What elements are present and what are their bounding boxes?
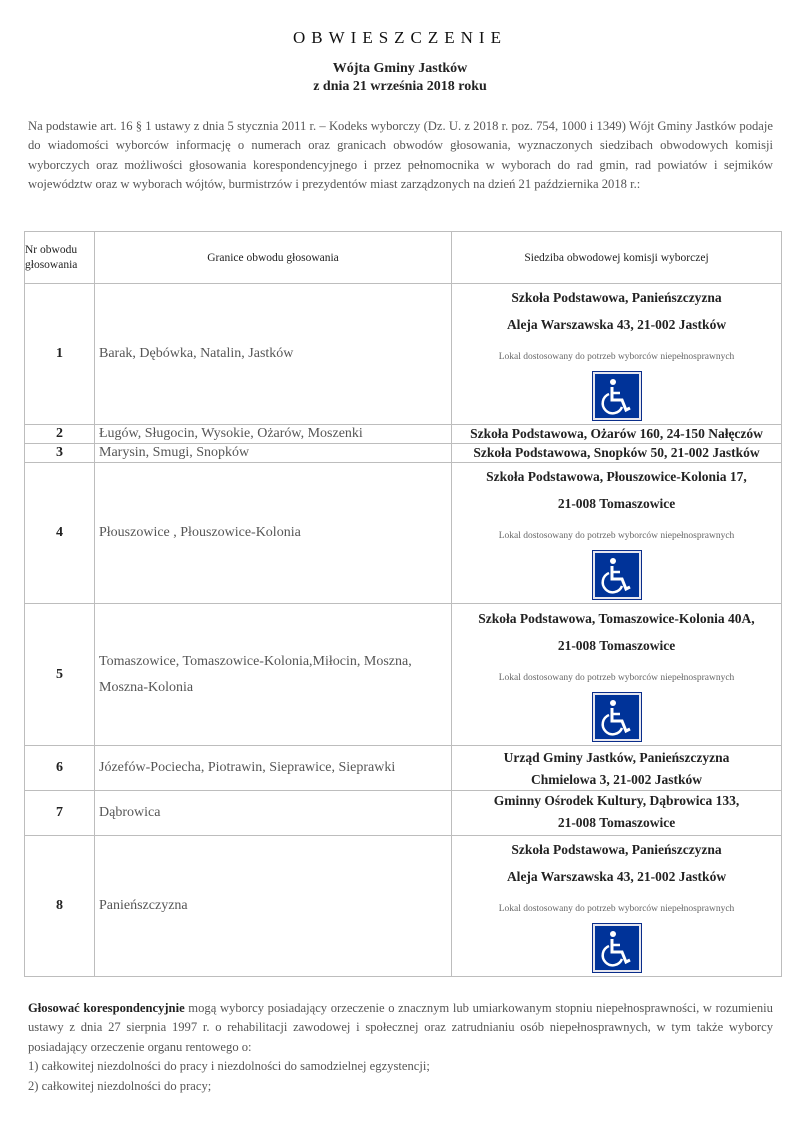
district-boundaries: Ługów, Sługocin, Wysokie, Ożarów, Moszenki [95,425,452,444]
postal-voting-section [28,999,773,1096]
list-item: 1) całkowitej niezdolności do pracy i niezdolności do samodzielnej egzystencji; [28,1059,430,1074]
table-header-row [25,232,782,284]
district-boundaries: Józefów-Pociecha, Piotrawin, Sieprawice, Sieprawki [95,746,452,791]
table-row [25,425,782,444]
commission-seat: Urząd Gminy Jastków, Panieńszczyzna Chmielowa 3, 21-002 Jastków [452,746,782,791]
wheelchair-icon [593,693,641,741]
district-boundaries: Panieńszczyzna [95,836,452,977]
district-number: 8 [25,836,95,977]
header-siedziba: Siedziba obwodowej komisji wyborczej [452,232,782,284]
table-row [25,791,782,836]
table-row [25,284,782,425]
wheelchair-icon [593,551,641,599]
subtitle-issuer: Wójta Gminy Jastków [332,61,468,76]
accessible-note: Lokal dostosowany do potrzeb wyborców niepełnosprawnych [498,352,735,362]
district-boundaries: Barak, Dębówka, Natalin, Jastków [95,284,452,425]
district-number: 7 [25,791,95,836]
district-boundaries: Dąbrowica [95,791,452,836]
header-granice: Granice obwodu głosowania [95,232,452,284]
document-subtitle [0,60,800,96]
district-boundaries: Płouszowice , Płouszowice-Kolonia [95,463,452,604]
document-title: OBWIESZCZENIE [293,28,507,47]
district-number: 5 [25,604,95,746]
district-number: 1 [25,284,95,425]
subtitle-date: z dnia 21 września 2018 roku [313,79,487,94]
intro-paragraph: Na podstawie art. 16 § 1 ustawy z dnia 5 stycznia 2011 r. – Kodeks wyborczy (Dz. U. z 2018 r. poz. 754, 1000 i 1349) Wójt Gminy Jastków podaje do wiadomości wyborców informację o numerach oraz granicach obwodów głosowania, wyznaczonych siedzibach obwodowych komisji wyborczych oraz możliwości głosowania korespondencyjnego i przez pełnomocnika w wyborach do rad gmin, rad powiatów i sejmików województw oraz w wyborach wójtów, burmistrzów i prezydentów miast zarządzonych na dzień 21 października 2018 r.: [28,119,773,192]
header-nr: Nr obwodu głosowania [25,232,95,284]
table-row [25,746,782,791]
accessible-note: Lokal dostosowany do potrzeb wyborców niepełnosprawnych [498,672,735,683]
commission-seat: Gminny Ośrodek Kultury, Dąbrowica 133, 21-008 Tomaszowice [452,791,782,836]
commission-seat: Szkoła Podstawowa, Snopków 50, 21-002 Jastków [452,444,782,463]
commission-seat: Szkoła Podstawowa, Ożarów 160, 24-150 Nałęczów [452,425,782,444]
postal-voting-lead: Głosować korespondencyjnie [28,1001,185,1015]
wheelchair-icon [593,924,641,972]
accessible-note: Lokal dostosowany do potrzeb wyborców niepełnosprawnych [498,531,735,541]
postal-voting-text: mogą wyborcy posiadający orzeczenie o znacznym lub umiarkowanym stopniu niepełnosprawności, w rozumieniu ustawy z dnia 27 sierpnia 1997 r. o rehabilitacji zawodowej i społecznej oraz zatrudnianiu osób niepełnosprawnych, w tym także wyborcy posiadający orzeczenie organu rentowego o: [28,1001,773,1054]
wheelchair-icon [593,372,641,420]
district-number: 3 [25,444,95,463]
voting-districts-table [24,231,782,977]
district-number: 4 [25,463,95,604]
accessible-note: Lokal dostosowany do potrzeb wyborców niepełnosprawnych [498,904,735,914]
table-row [25,604,782,746]
district-boundaries: Marysin, Smugi, Snopków [95,444,452,463]
commission-seat: Szkoła Podstawowa, Tomaszowice-Kolonia 40A, 21-008 Tomaszowice Lokal dostosowany do potrzeb wyborców niepełnosprawnych [452,604,782,746]
table-row [25,444,782,463]
list-item: 2) całkowitej niezdolności do pracy; [28,1078,212,1093]
district-number: 2 [25,425,95,444]
table-row [25,836,782,977]
commission-seat: Szkoła Podstawowa, Panieńszczyzna Aleja Warszawska 43, 21-002 Jastków Lokal dostosowany do potrzeb wyborców niepełnosprawnych [452,836,782,977]
table-row [25,463,782,604]
commission-seat: Szkoła Podstawowa, Panieńszczyzna Aleja Warszawska 43, 21-002 Jastków Lokal dostosowany do potrzeb wyborców niepełnosprawnych [452,284,782,425]
commission-seat: Szkoła Podstawowa, Płouszowice-Kolonia 17, 21-008 Tomaszowice Lokal dostosowany do potrzeb wyborców niepełnosprawnych [452,463,782,604]
district-number: 6 [25,746,95,791]
postal-voting-paragraph [28,999,773,1057]
district-boundaries: Tomaszowice, Tomaszowice-Kolonia,Miłocin, Moszna, Moszna-Kolonia [95,604,452,746]
